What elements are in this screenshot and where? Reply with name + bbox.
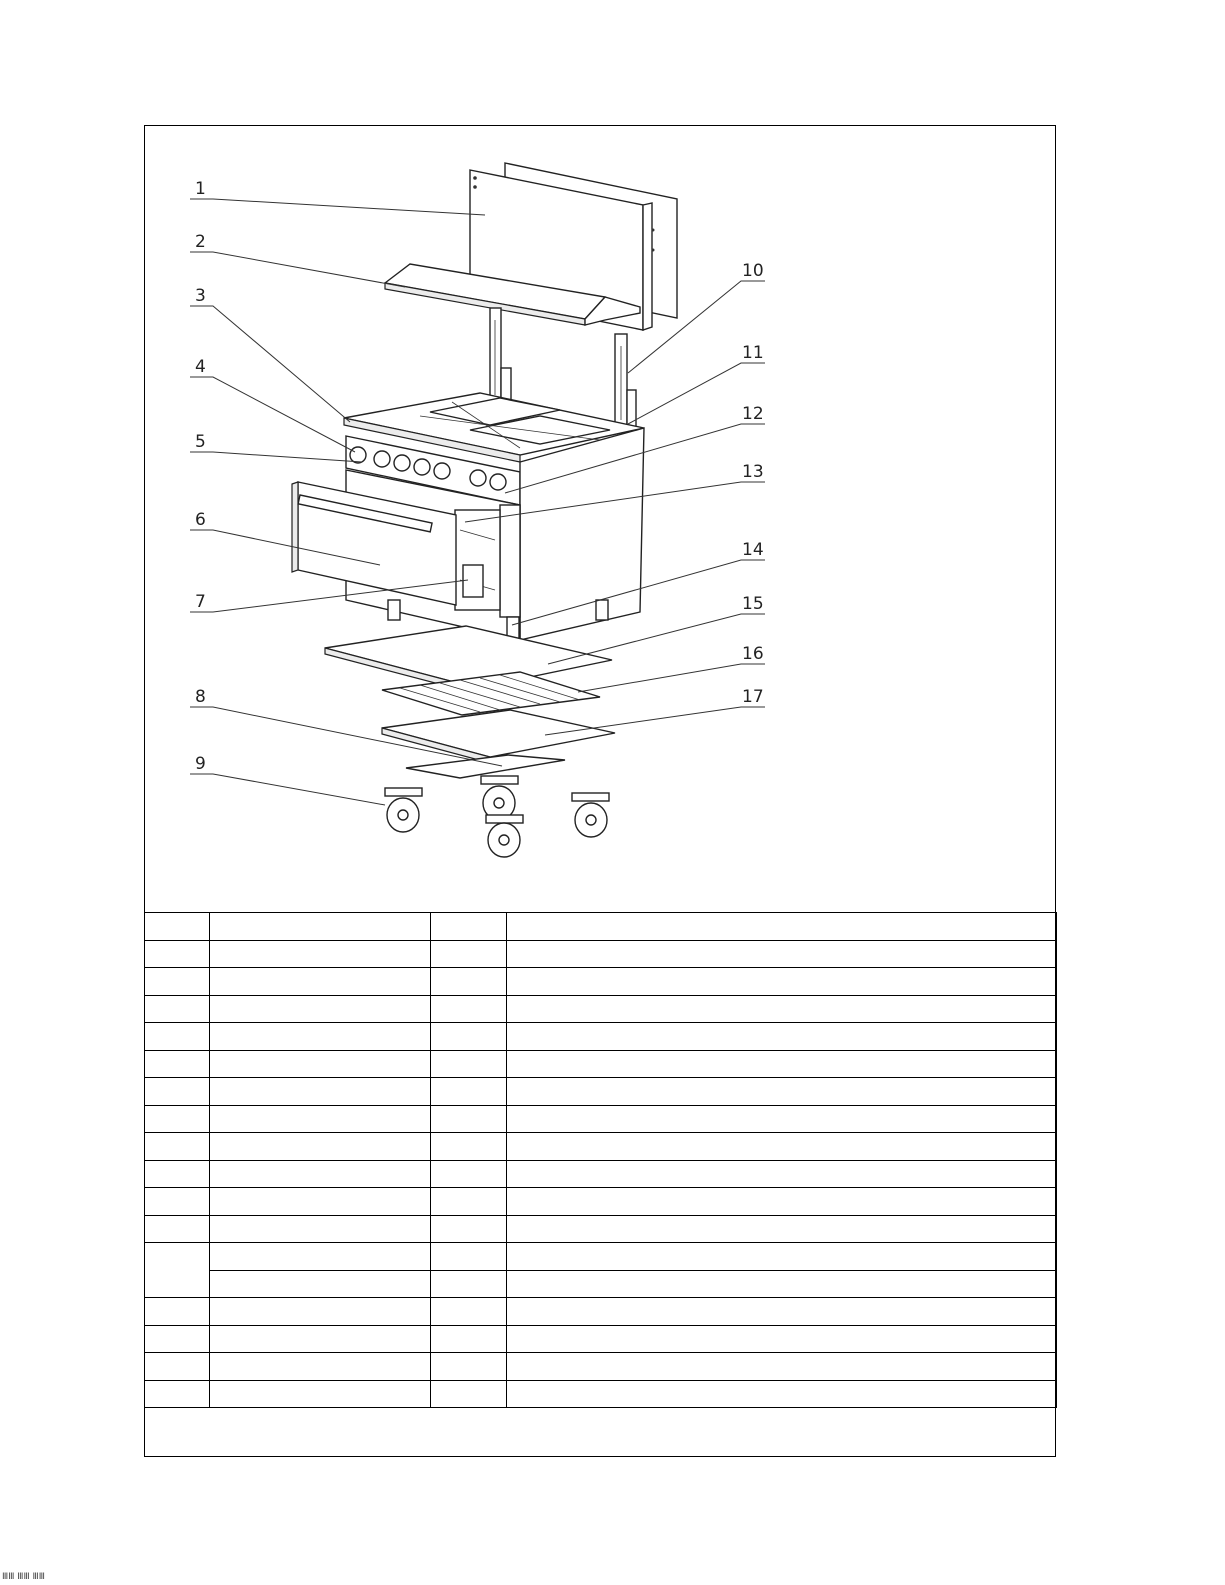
table-cell	[507, 1243, 1057, 1271]
table-cell	[145, 1298, 210, 1326]
table-cell	[431, 1188, 507, 1216]
table-cell	[507, 1215, 1057, 1243]
table-row	[145, 940, 1057, 968]
table-cell	[210, 1188, 431, 1216]
table-cell	[145, 995, 210, 1023]
table-row	[145, 1243, 1057, 1271]
table-cell	[145, 1050, 210, 1078]
table-cell	[210, 1215, 431, 1243]
bottom-panel	[382, 710, 615, 763]
table-cell	[210, 1105, 431, 1133]
table-cell	[431, 1023, 507, 1051]
table-cell	[210, 1243, 431, 1271]
table-row	[145, 1215, 1057, 1243]
table-cell	[431, 913, 507, 941]
table-cell	[210, 940, 431, 968]
table-row	[145, 995, 1057, 1023]
table-cell	[210, 1270, 431, 1298]
parts-table	[144, 912, 1057, 1408]
parts-table-body	[145, 913, 1057, 1408]
table-cell	[145, 1380, 210, 1408]
table-row	[145, 1023, 1057, 1051]
table-row	[145, 1380, 1057, 1408]
table-row	[145, 1105, 1057, 1133]
callout-10: 10	[742, 261, 764, 281]
table-cell	[145, 940, 210, 968]
table-cell	[431, 995, 507, 1023]
table-cell	[210, 968, 431, 996]
table-row	[145, 913, 1057, 941]
table-cell	[145, 1105, 210, 1133]
table-row	[145, 1160, 1057, 1188]
callout-16: 16	[742, 644, 764, 664]
table-cell	[507, 940, 1057, 968]
table-cell	[145, 1133, 210, 1161]
table-cell	[431, 1243, 507, 1271]
table-row	[145, 968, 1057, 996]
table-cell	[431, 1380, 507, 1408]
table-cell	[210, 1133, 431, 1161]
table-cell	[145, 1243, 210, 1298]
table-row	[145, 1050, 1057, 1078]
table-cell	[431, 1050, 507, 1078]
table-cell	[507, 1160, 1057, 1188]
table-row	[145, 1270, 1057, 1298]
table-row	[145, 1133, 1057, 1161]
table-cell	[145, 1078, 210, 1106]
table-row	[145, 1325, 1057, 1353]
table-cell	[431, 1298, 507, 1326]
table-cell	[507, 1353, 1057, 1381]
oven-rack	[382, 672, 600, 715]
table-cell	[145, 913, 210, 941]
table-cell	[507, 1325, 1057, 1353]
table-cell	[431, 1160, 507, 1188]
table-cell	[431, 1078, 507, 1106]
table-cell	[145, 968, 210, 996]
table-cell	[507, 913, 1057, 941]
callout-14: 14	[742, 540, 764, 560]
callout-6: 6	[195, 510, 206, 530]
table-row	[145, 1078, 1057, 1106]
table-cell	[145, 1188, 210, 1216]
callout-2: 2	[195, 232, 206, 252]
table-row	[145, 1298, 1057, 1326]
table-cell	[507, 1050, 1057, 1078]
table-cell	[210, 1380, 431, 1408]
table-cell	[431, 1270, 507, 1298]
callout-13: 13	[742, 462, 764, 482]
table-cell	[210, 1353, 431, 1381]
table-cell	[210, 1160, 431, 1188]
table-cell	[507, 1133, 1057, 1161]
table-cell	[507, 1023, 1057, 1051]
table-cell	[210, 1023, 431, 1051]
table-cell	[145, 1023, 210, 1051]
callout-5: 5	[195, 432, 206, 452]
table-cell	[210, 1298, 431, 1326]
table-cell	[145, 1160, 210, 1188]
table-cell	[507, 968, 1057, 996]
callout-15: 15	[742, 594, 764, 614]
table-cell	[145, 1353, 210, 1381]
table-cell	[431, 1353, 507, 1381]
table-cell	[431, 1133, 507, 1161]
callout-3: 3	[195, 286, 206, 306]
table-cell	[431, 1325, 507, 1353]
table-cell	[507, 1105, 1057, 1133]
callout-17: 17	[742, 687, 764, 707]
callout-11: 11	[742, 343, 764, 363]
callout-4: 4	[195, 357, 206, 377]
table-cell	[431, 1105, 507, 1133]
table-cell	[210, 1325, 431, 1353]
table-cell	[507, 1078, 1057, 1106]
callout-8: 8	[195, 687, 206, 707]
table-cell	[507, 1270, 1057, 1298]
callout-7: 7	[195, 592, 206, 612]
footer-mark: ⅢⅢ ⅢⅢ ⅢⅢ	[2, 1572, 45, 1582]
callout-9: 9	[195, 754, 206, 774]
table-cell	[210, 1078, 431, 1106]
table-cell	[431, 940, 507, 968]
table-cell	[210, 913, 431, 941]
casters	[385, 776, 609, 857]
callout-12: 12	[742, 404, 764, 424]
table-cell	[431, 968, 507, 996]
table-cell	[210, 1050, 431, 1078]
kick-plate	[406, 755, 565, 778]
table-cell	[507, 1188, 1057, 1216]
callout-1: 1	[195, 179, 206, 199]
table-cell	[210, 995, 431, 1023]
table-cell	[507, 1298, 1057, 1326]
table-cell	[507, 995, 1057, 1023]
table-cell	[431, 1215, 507, 1243]
table-cell	[145, 1215, 210, 1243]
table-row	[145, 1353, 1057, 1381]
table-cell	[145, 1325, 210, 1353]
table-cell	[507, 1380, 1057, 1408]
table-row	[145, 1188, 1057, 1216]
